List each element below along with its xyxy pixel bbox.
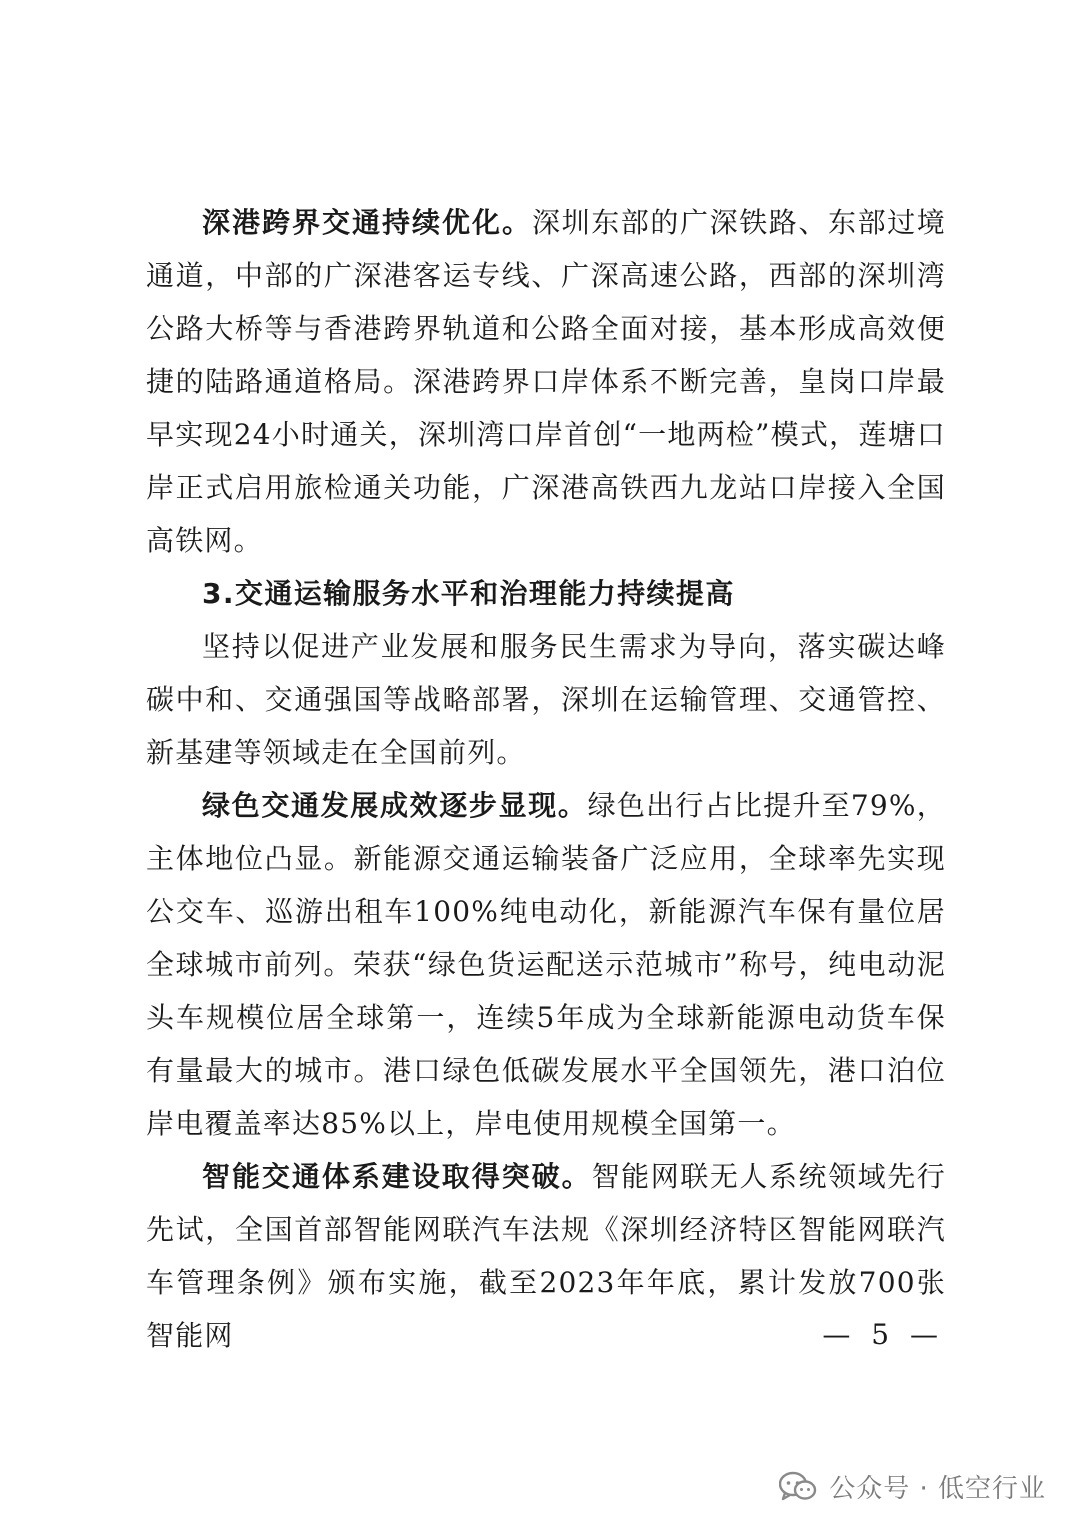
wechat-icon [779,1471,817,1503]
paragraph-lead: 绿色交通发展成效逐步显现。 [202,789,588,822]
paragraph-lead: 智能交通体系建设取得突破。 [202,1160,592,1193]
paragraph-cross-border-transport [146,196,946,567]
document-body [146,196,946,1362]
paragraph-lead: 深港跨界交通持续优化。 [202,206,532,239]
paragraph-intro: 坚持以促进产业发展和服务民生需求为导向，落实碳达峰碳中和、交通强国等战略部署，深圳在运输管理、交通管控、新基建等领域走在全国前列。 [146,630,946,769]
paragraph-body: 绿色出行占比提升至79%，主体地位凸显。新能源交通运输装备广泛应用，全球率先实现公交车、巡游出租车100%纯电动化，新能源汽车保有量位居全球城市前列。荣获“绿色货运配送示范城市”称号，纯电动泥头车规模位居全球第一，连续5年成为全球新能源电动货车保有量最大的城市。港口绿色低碳发展水平全国领先，港口泊位岸电覆盖率达85%以上，岸电使用规模全国第一。 [146,789,946,1140]
watermark [779,1468,1046,1505]
watermark-text: 公众号 · 低空行业 [829,1474,1046,1504]
section-heading: 3.交通运输服务水平和治理能力持续提高 [202,577,735,610]
page-number: — 5 — [822,1318,944,1351]
paragraph-body: 深圳东部的广深铁路、东部过境通道，中部的广深港客运专线、广深高速公路，西部的深圳湾公路大桥等与香港跨界轨道和公路全面对接，基本形成高效便捷的陆路通道格局。深港跨界口岸体系不断完善，皇岗口岸最早实现24小时通关，深圳湾口岸首创“一地两检”模式，莲塘口岸正式启用旅检通关功能，广深港高铁西九龙站口岸接入全国高铁网。 [146,206,946,557]
paragraph-green-transport [146,779,946,1150]
paragraph-body: 智能网联无人系统领域先行先试，全国首部智能网联汽车法规《深圳经济特区智能网联汽车管理条例》颁布实施，截至2023年年底，累计发放700张智能网 [146,1160,946,1352]
